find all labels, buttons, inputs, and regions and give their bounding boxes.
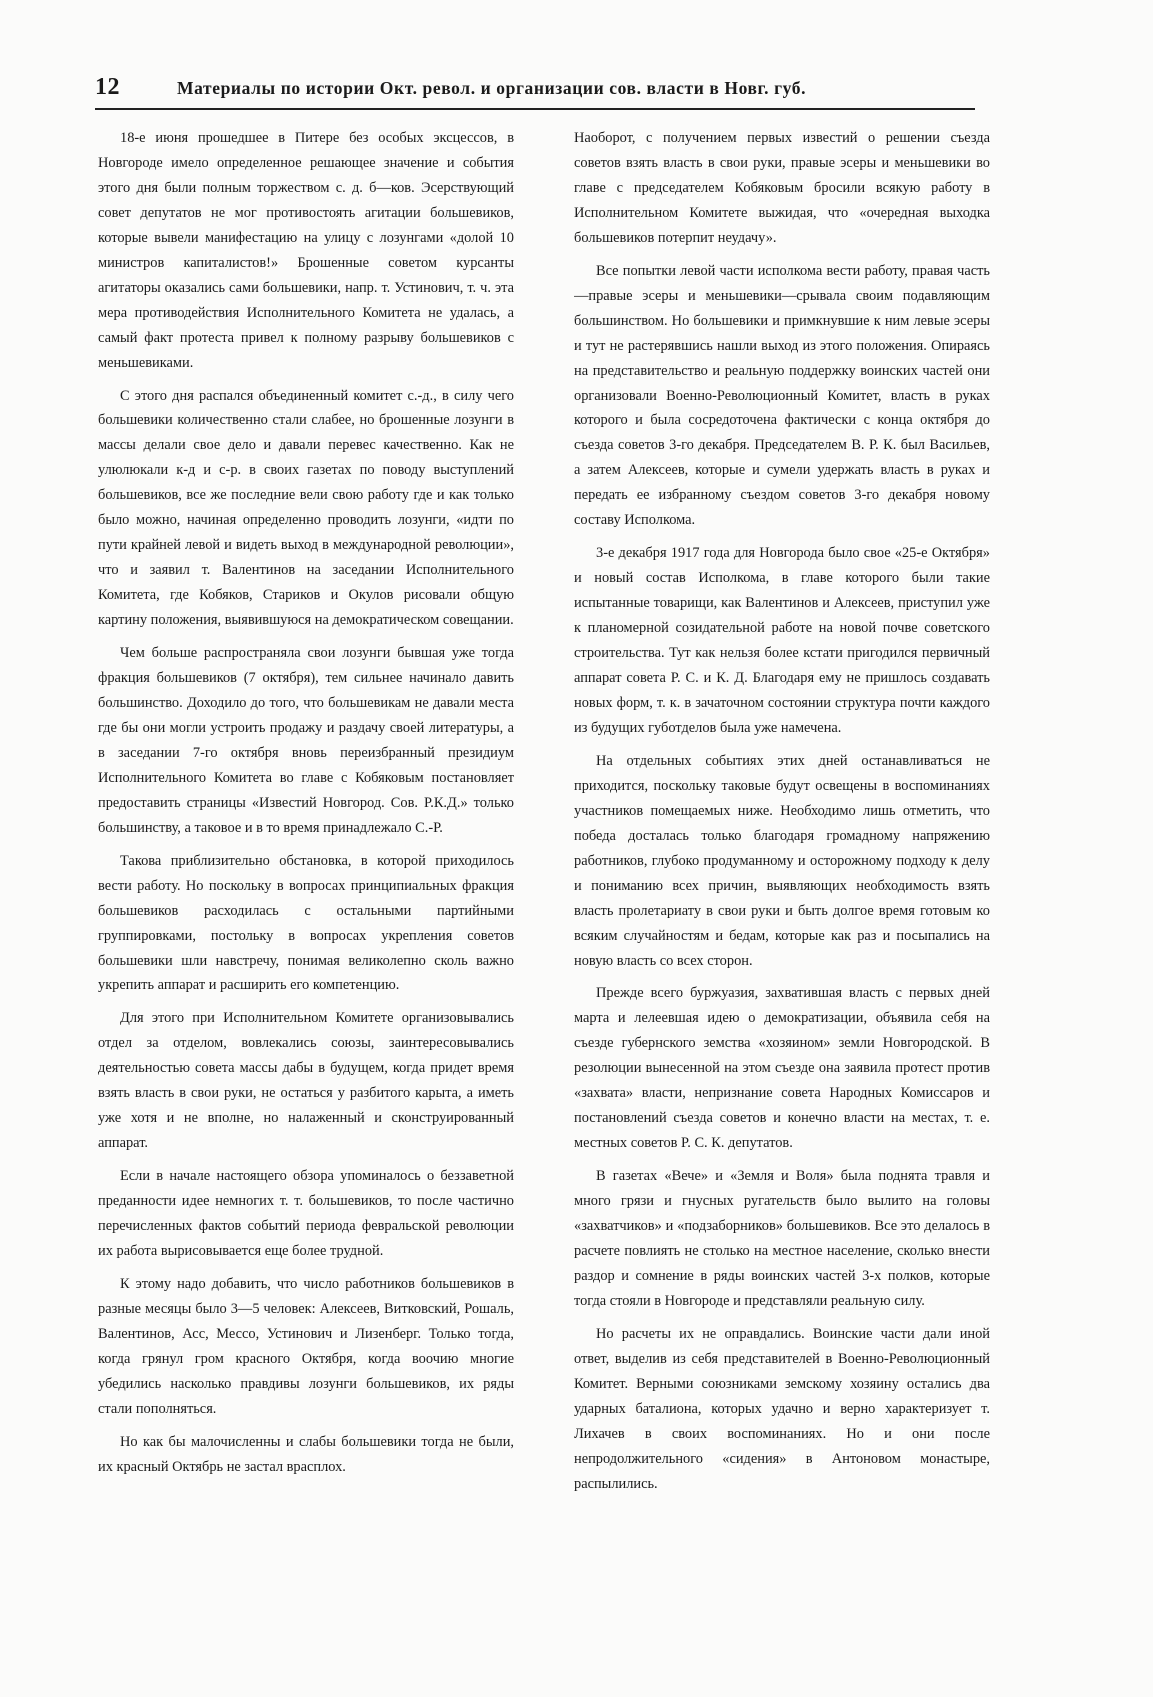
page-header [95, 72, 975, 110]
paragraph: Для этого при Исполнительном Комитете организовывались отдел за отделом, вовлекались союзы, заинтересовывались деятельностью совета массы дабы в будущем, когда придет время взять власть в свои руки, не остаться у разбитого карыта, а иметь уже хотя и не вполне, но налаженный и сконструированный аппарат. [98, 1010, 514, 1152]
paragraph: С этого дня распался объединенный комитет с.-д., в силу чего большевики количественно стали слабее, но брошенные лозунги в массы делали свое дело и давали перевес качественно. Как не улюлюкали к-д и с-р. в своих газетах по поводу выступлений большевиков, все же последние вели свою работу где и как только было можно, начиная определенно проводить лозунги, «идти по пути крайней левой и видеть выход в международной революции», что и заявил т. Валентинов на заседании Исполнительного Комитета, где Кобяков, Стариков и Окулов рисовали общую картину положения, выявившуюся на демократическом совещании. [98, 387, 514, 629]
paragraph: Все попытки левой части исполкома вести работу, правая часть—правые эсеры и меньшевики—срывала своим подавляющим большинством. Но большевики и примкнувшие к ним левые эсеры и тут не растерявшись нашли выход из этого положения. Опираясь на представительство и реальную поддержку воинских частей они организовали Военно-Революционный Комитет, власть в руках которого и была сосредоточена фактически с конца октября до съезда советов 3-го декабря. Председателем В. Р. К. был Васильев, а затем Алексеев, которые и сумели удержать власть в руках и передать ее избранному съездом советов 3-го декабря новому составу Исполкома. [574, 262, 990, 529]
running-title: Материалы по истории Окт. револ. и организации сов. власти в Новг. губ. [177, 78, 807, 98]
paragraph: Прежде всего буржуазия, захватившая власть с первых дней марта и лелеевшая идею о демократизации, объявила себя на съезде губернского земства «хозяином» земли Новгородской. В резолюции вынесенной на этом съезде она заявила протест против «захвата» власти, непризнание совета Народных Комиссаров и постановлений съезда советов и конечно власти на местах, т. е. местных советов Р. С. К. депутатов. [574, 985, 990, 1152]
paragraph: На отдельных событиях этих дней останавливаться не приходится, поскольку таковые будут освещены в воспоминаниях участников помещаемых ниже. Необходимо лишь отметить, что победа досталась только благодаря громадному напряжению работников, глубоко продуманному и осторожному подходу к делу и пониманию всех причин, выявляющих необходимость взять власть пролетариату в свои руки и быть долгое время готовым ко всяким случайностям и бедам, которые как раз и посыпались на новую власть со всех сторон. [574, 752, 990, 969]
paragraph: Но расчеты их не оправдались. Воинские части дали иной ответ, выделив из себя представителей в Военно-Революционный Комитет. Верными союзниками земскому хозяину остались два ударных баталиона, которых удачно и верно характеризует т. Лихачев в своих воспоминаниях. Но и они после непродолжительного «сидения» в Антоновом монастыре, распылились. [574, 1325, 990, 1492]
paragraph: Но как бы малочисленны и слабы большевики тогда не были, их красный Октябрь не застал врасплох. [98, 1433, 514, 1475]
paragraph: Если в начале настоящего обзора упоминалось о беззаветной преданности идее немногих т. т. большевиков, то после частично перечисленных фактов событий периода февральской революции их работа вырисовывается еще более трудной. [98, 1168, 514, 1259]
paragraph: К этому надо добавить, что число работников большевиков в разные месяцы было 3—5 человек: Алексеев, Витковский, Рошаль, Валентинов, Асс, Мессо, Устинович и Лизенберг. Только тогда, когда грянул гром красного Октября, когда воочию многие убедились насколько правдивы лозунги большевиков, их ряды стали пополняться. [98, 1275, 514, 1417]
paragraph: 3-е декабря 1917 года для Новгорода было свое «25-е Октября» и новый состав Исполкома, в главе которого были такие испытанные товарищи, как Валентинов и Алексеев, приступил уже к планомерной созидательной работе на новой почве советского строительства. Тут как нельзя более кстати пригодился первичный аппарат совета Р. С. и К. Д. Благодаря ему не пришлось создавать новых форм, т. к. в зачаточном состоянии структура почти каждого из будущих губотделов была уже намечена. [574, 545, 990, 736]
page-number: 12 [95, 74, 120, 100]
paragraph: Чем больше распространяла свои лозунги бывшая уже тогда фракция большевиков (7 октября), тем сильнее начинало давить большинство. Доходило до того, что большевикам не давали места где бы они могли устроить продажу и раздачу своей литературы, а в заседании 7-го октября вновь переизбранный президиум Исполнительного Комитета во главе с Кобяковым постановляет предоставить страницы «Известий Новгород. Сов. Р.К.Д.» только большинству, а таковое и в то время принадлежало С.-Р. [98, 645, 514, 836]
left-column [98, 126, 514, 1666]
paragraph: 18-е июня прошедшее в Питере без особых эксцессов, в Новгороде имело определенное решающее значение и события этого дня были полным торжеством с. д. б—ков. Эсерствующий совет депутатов не мог противостоять агитации большевиков, которые вывели манифестацию на улицу с лозунгами «долой 10 министров капиталистов!» Брошенные советом курсанты агитаторы оказались сами большевики, напр. т. Устинович, т. ч. эта мера противодействия Исполнительного Комитета не удалась, а самый факт протеста привел к полному разрыву большевиков с меньшевиками. [98, 130, 514, 371]
paragraph: В газетах «Вече» и «Земля и Воля» была поднята травля и много грязи и гнусных ругательств было вылито на головы «захватчиков» и «подзаборников» большевиков. Все это делалось в расчете повлиять не столько на местное население, сколько внести раздор и сомнение в ряды воинских частей 3-х полков, которые тогда стояли в Новгороде и представляли реальную силу. [574, 1168, 990, 1309]
paragraph: Такова приблизительно обстановка, в которой приходилось вести работу. Но поскольку в вопросах принципиальных фракция большевиков расходилась с остальными партийными группировками, постольку в вопросах укрепления советов большевики шли навстречу, понимая великолепно сколь важно укрепить аппарат и расширить его компетенцию. [98, 852, 514, 994]
right-column [574, 126, 990, 1666]
paragraph: Наоборот, с получением первых известий о решении съезда советов взять власть в свои руки, правые эсеры и меньшевики во главе с председателем Кобяковым бросили всякую работу в Исполнительном Комитете выжидая, что «очередная выходка большевиков потерпит неудачу». [574, 130, 990, 246]
